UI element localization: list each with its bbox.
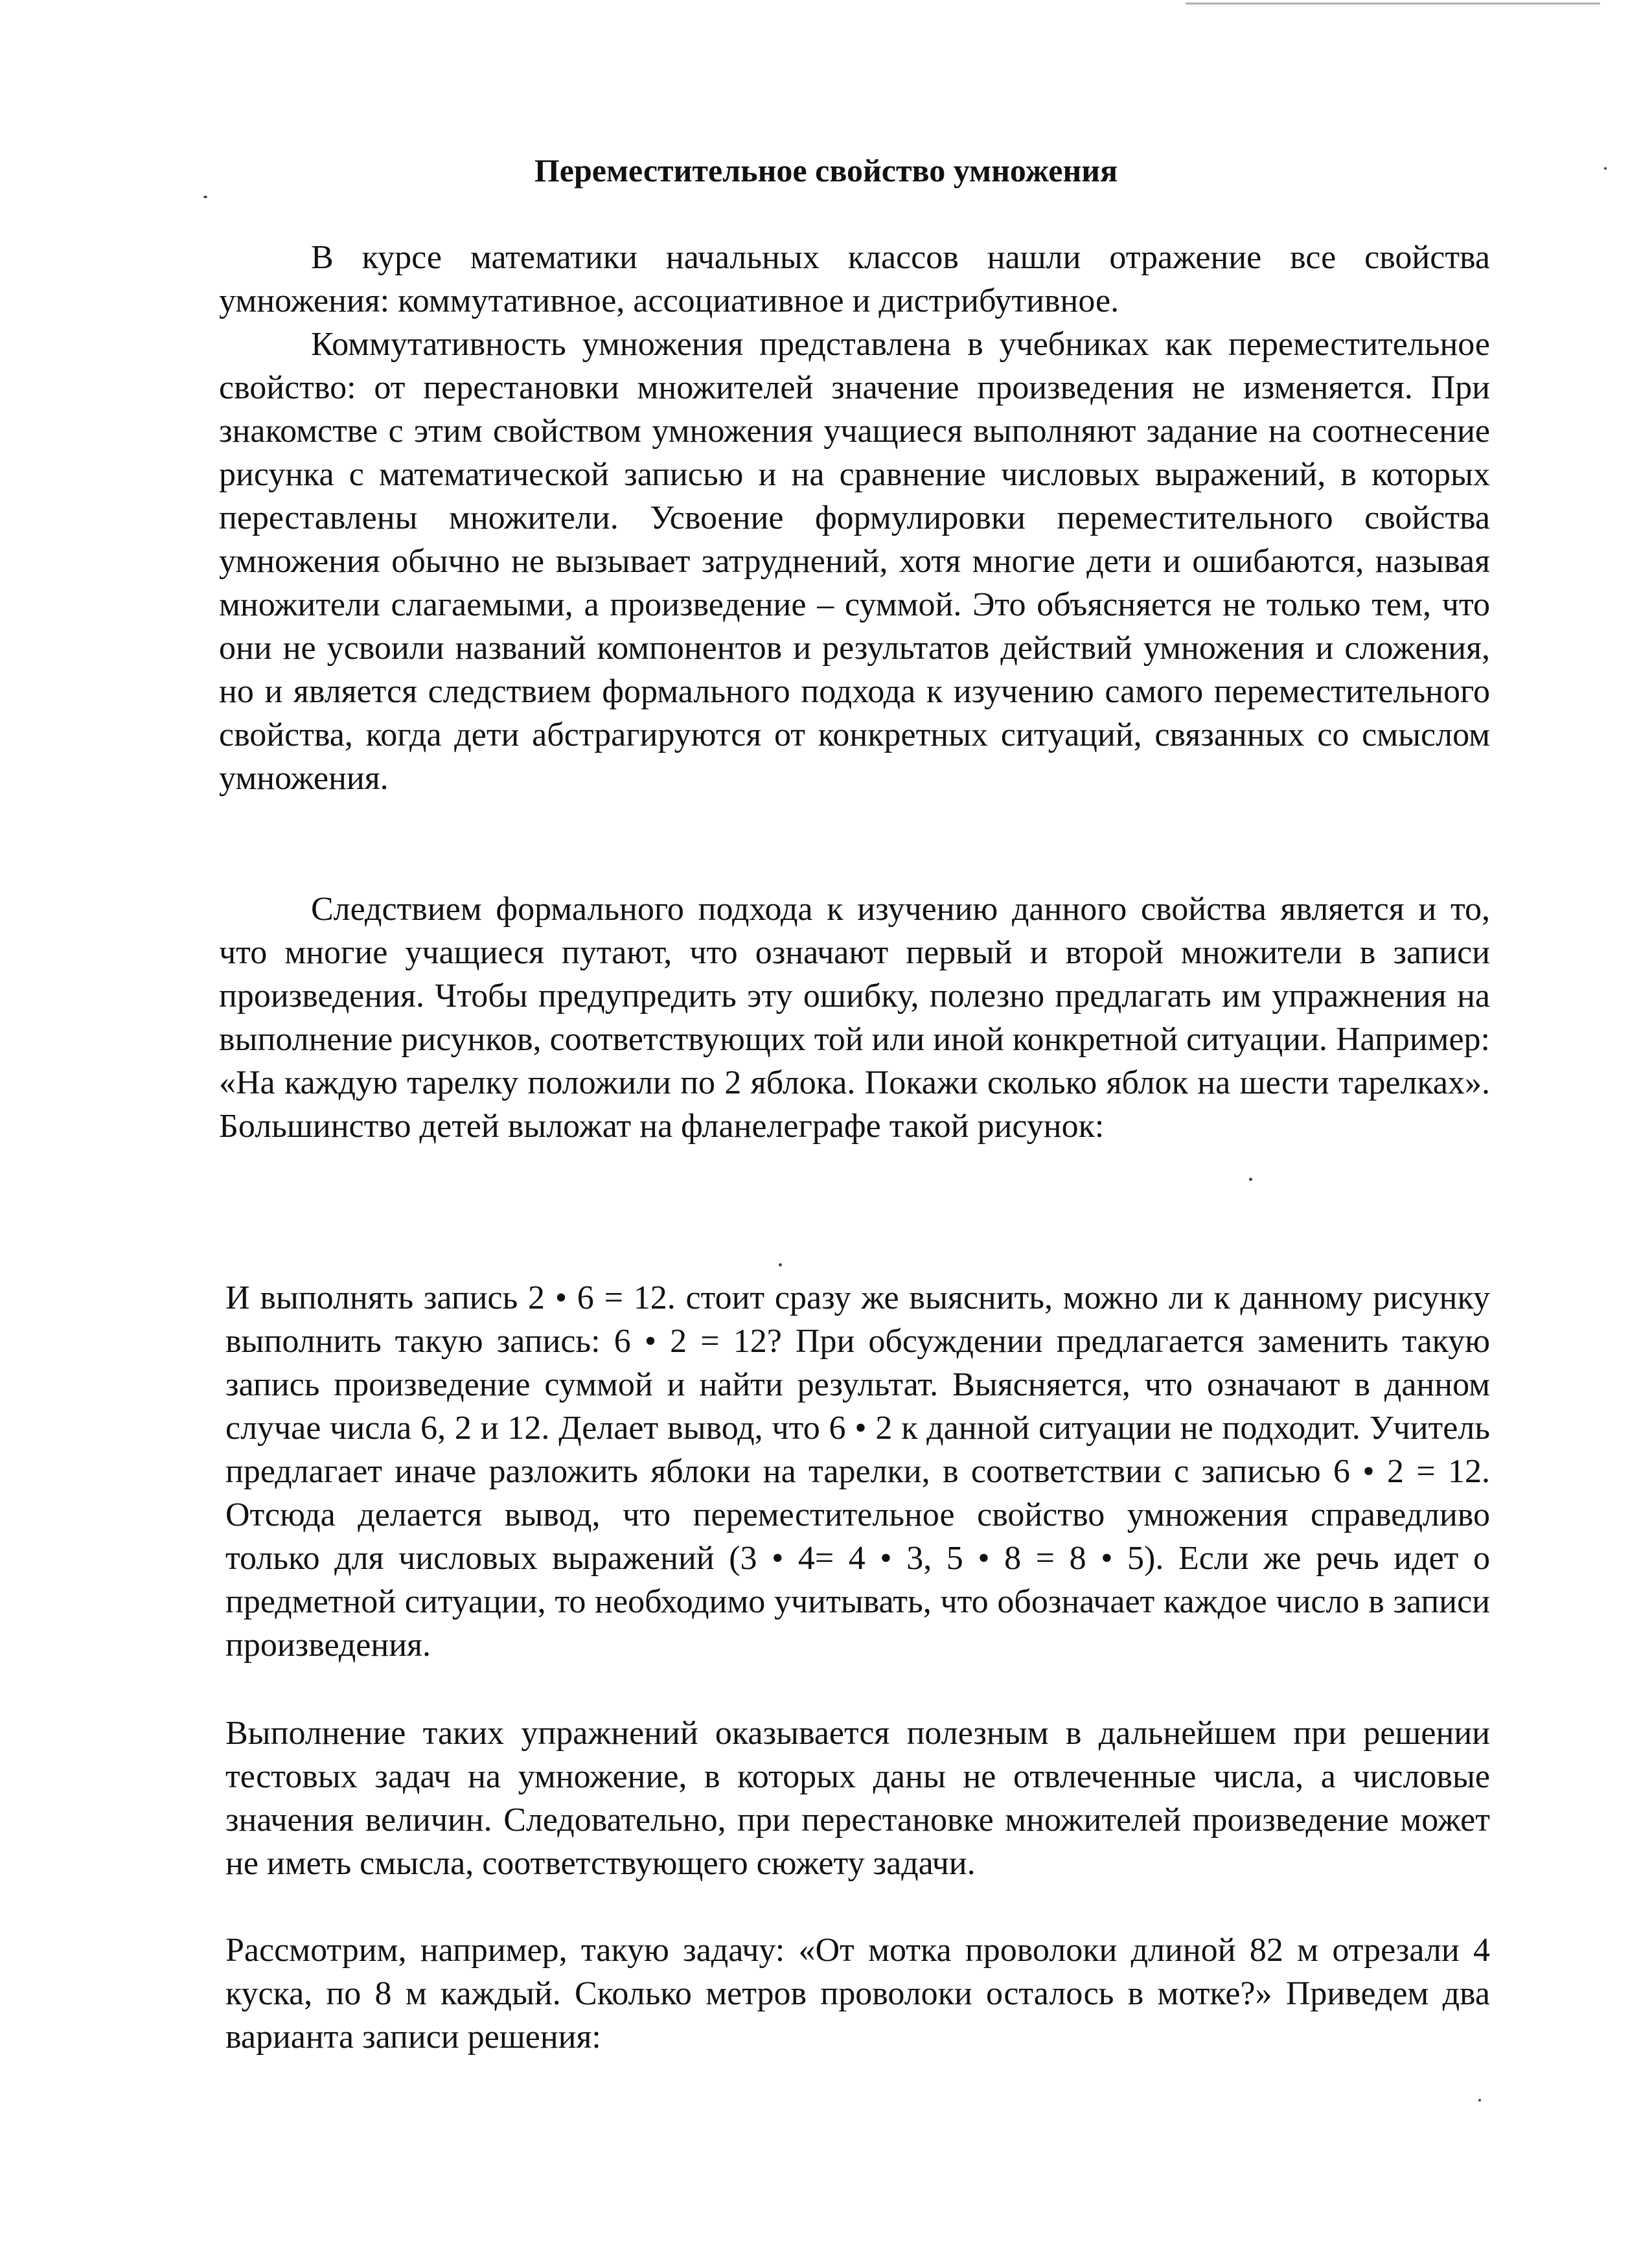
scan-speck <box>1249 1178 1252 1181</box>
paragraph-commutativity: Коммутативность умножения представлена в учебниках как переместительное свойство: от перестановки множителей значение произведения не изменяется. При знакомстве с этим свойством умножения учащиеся выполняют задание на соотнесение рисунка с математической записью и на сравнение числовых выражений, в которых переставлены множители. Усвоение формулировки переместительного свойства умножения обычно не вызывает затруднений, хотя многие дети и ошибаются, называя множители слагаемыми, а произведение – суммой. Это объясняется не только тем, что они не усвоили названий компонентов и результатов действий умножения и сложения, но и является следствием формального подхода к изучению самого переместительного свойства, когда дети абстрагируются от конкретных ситуаций, связанных со смыслом умножения. <box>219 326 1490 797</box>
paragraph-intro: В курсе математики начальных классов нашли отражение все свойства умножения: коммутативное, ассоциативное и дистрибутивное. <box>219 239 1490 319</box>
paragraph-exercises: Выполнение таких упражнений оказывается полезным в дальнейшем при решении тестовых задач на умножение, в которых даны не отвлеченные числа, а числовые значения величин. Следовательно, при перестановке множителей произведение может не иметь смысла, соответствующего сюжету задачи. <box>225 1715 1490 1882</box>
scan-speck <box>779 1263 782 1266</box>
page-title: Переместительное свойство умножения <box>534 152 1118 189</box>
paragraph-record-example: И выполнять запись 2 • 6 = 12. стоит сразу же выяснить, можно ли к данному рисунку выполнить такую запись: 6 • 2 = 12? При обсуждении предлагается заменить такую запись произведение суммой и найти результат. Выясняется, что означают в данном случае числа 6, 2 и 12. Делает вывод, что 6 • 2 к данной ситуации не подходит. Учитель предлагает иначе разложить яблоки на тарелки, в соответствии с записью 6 • 2 = 12. Отсюда делается вывод, что переместительное свойство умножения справедливо только для числовых выражений (3 • 4= 4 • 3, 5 • 8 = 8 • 5). Если же речь идет о предметной ситуации, то необходимо учитывать, что обозначает каждое число в записи произведения. <box>225 1279 1490 1664</box>
scan-speck <box>1478 2099 1481 2102</box>
paragraph-wire-problem: Рассмотрим, например, такую задачу: «От мотка проволоки длиной 82 м отрезали 4 куска, по 8 м каждый. Сколько метров проволоки осталось в мотке?» Приведем два варианта записи решения: <box>225 1932 1490 2056</box>
scan-edge-line <box>1186 3 1600 5</box>
paragraph-formal-approach: Следствием формального подхода к изучению данного свойства является и то, что многие учащиеся путают, что означают первый и второй множители в записи произведения. Чтобы предупредить эту ошибку, полезно предлагать им упражнения на выполнение рисунков, соответствующих той или иной конкретной ситуации. Например: «На каждую тарелку положили по 2 яблока. Покажи сколько яблок на шести тарелках». Большинство детей выложат на фланелеграфе такой рисунок: <box>219 891 1490 1145</box>
scan-speck <box>203 196 207 198</box>
